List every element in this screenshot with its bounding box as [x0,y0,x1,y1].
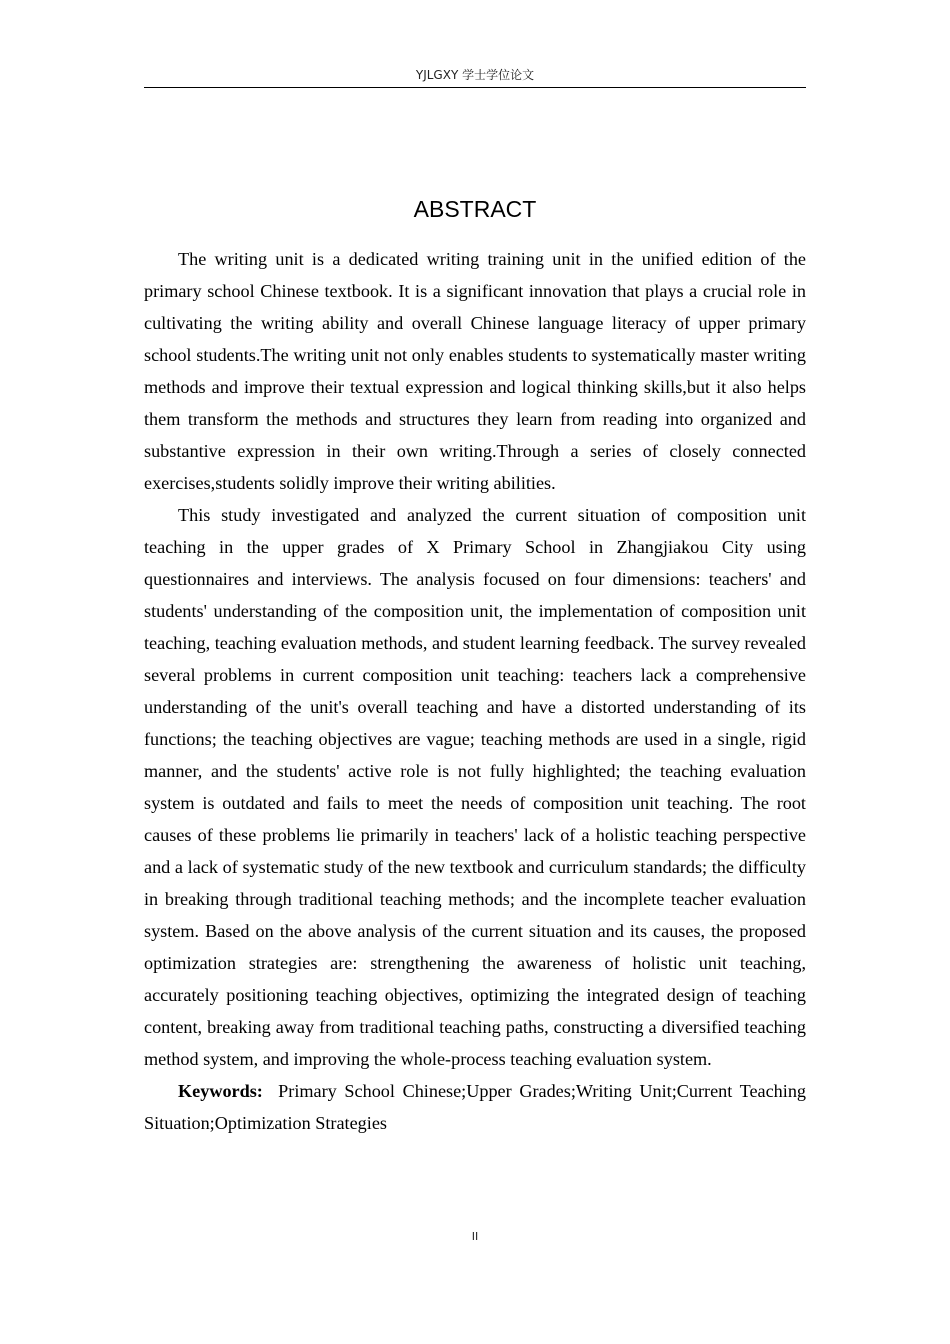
keywords-line [144,1075,806,1139]
header-rule [144,87,806,88]
keywords-text: Primary School Chinese;Upper Grades;Writing Unit;Current Teaching Situation;Optimization Strategies [144,1081,807,1133]
abstract-title: ABSTRACT [413,196,537,223]
keywords-label: Keywords: [178,1081,263,1101]
abstract-paragraph-2: This study investigated and analyzed the current situation of composition unit teaching in the upper grades of X Primary School in Zhangjiakou City using questionnaires and interviews. The analysis focused on four dimensions: teachers' and students' understanding of the composition unit, the implementation of composition unit teaching, teaching evaluation methods, and student learning feedback. The survey revealed several problems in current composition unit teaching: teachers lack a comprehensive understanding of the unit's overall teaching and have a distorted understanding of its functions; the teaching objectives are vague; teaching methods are used in a single, rigid manner, and the students' active role is not fully highlighted; the teaching evaluation system is outdated and fails to meet the needs of composition unit teaching. The root causes of these problems lie primarily in teachers' lack of a holistic teaching perspective and a lack of systematic study of the new textbook and curriculum standards; the difficulty in breaking through traditional teaching methods; and the incomplete teacher evaluation system. Based on the above analysis of the current situation and its causes, the proposed optimization strategies are: strengthening the awareness of holistic unit teaching, accurately positioning teaching objectives, optimizing the integrated design of teaching content, breaking away from traditional teaching paths, constructing a diversified teaching method system, and improving the whole-process teaching evaluation system. [144,505,806,1069]
page-number: II [471,1230,479,1243]
abstract-paragraph-1: The writing unit is a dedicated writing training unit in the unified edition of the primary school Chinese textbook. It is a significant innovation that plays a crucial role in cultivating the writing ability and overall Chinese language literacy of upper primary school students.The writing unit not only enables students to systematically master writing methods and improve their textual expression and logical thinking skills,but it also helps them transform the methods and structures they learn from reading into organized and substantive expression in their own writing.Through a series of closely connected exercises,students solidly improve their writing abilities. [144,249,806,493]
abstract-body [144,243,806,1139]
running-header: YJLGXY 学士学位论文 [415,68,535,82]
